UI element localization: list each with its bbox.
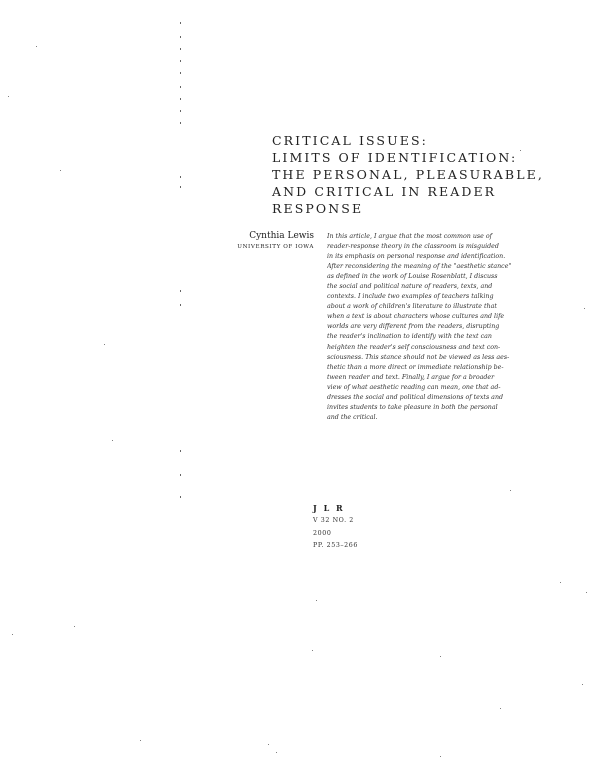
speck <box>180 450 181 452</box>
abstract-line: heighten the reader's self consciousness and text con- <box>327 343 501 351</box>
speck <box>180 186 181 188</box>
abstract-line: as defined in the work of Louise Rosenblatt, I discuss <box>327 273 498 281</box>
speck <box>276 752 277 753</box>
title-line: RESPONSE <box>272 201 364 216</box>
speck <box>180 496 181 498</box>
speck <box>180 48 181 50</box>
speck <box>180 72 181 74</box>
abstract-line: worlds are very different from the readers, disrupting <box>327 323 500 331</box>
abstract-line: dresses the social and political dimensions of texts and <box>327 393 504 401</box>
abstract-line: invites students to take pleasure in both the personal <box>327 403 498 411</box>
speck <box>582 684 583 685</box>
journal-volume: V 32 NO. 2 <box>313 517 354 524</box>
abstract-line: about a work of children's literature to illustrate that <box>327 303 497 311</box>
speck <box>440 656 441 657</box>
abstract-line: and the critical. <box>327 413 378 421</box>
speck <box>180 176 181 178</box>
speck <box>36 46 37 47</box>
abstract-line: In this article, I argue that the most common use of <box>327 233 492 240</box>
speck <box>104 344 105 345</box>
title-line: CRITICAL ISSUES: <box>272 133 428 148</box>
speck <box>12 634 13 635</box>
speck <box>500 708 501 709</box>
abstract-line: reader-response theory in the classroom is misguided <box>327 243 499 251</box>
abstract-line: tween reader and text. Finally, I argue for a broader <box>327 373 495 381</box>
speck <box>8 96 9 97</box>
speck <box>584 308 585 309</box>
article-title <box>272 132 572 217</box>
title-line: AND CRITICAL IN READER <box>272 184 497 199</box>
speck <box>180 290 181 292</box>
abstract <box>327 232 565 423</box>
speck <box>180 98 181 100</box>
speck <box>312 650 313 651</box>
speck <box>74 626 75 627</box>
speck <box>268 744 269 745</box>
abstract-line: thetic than a more direct or immediate relationship be- <box>327 363 504 371</box>
speck <box>180 122 181 124</box>
abstract-line: contexts. I include two examples of teachers talking <box>327 293 494 301</box>
speck <box>140 740 141 741</box>
journal-info <box>313 502 433 553</box>
journal-year: 2000 <box>313 529 332 537</box>
speck <box>180 110 181 112</box>
abstract-line: sciousness. This stance should not be viewed as less aes- <box>327 353 510 361</box>
abstract-line: the social and political nature of readers, texts, and <box>327 283 493 291</box>
speck <box>510 490 511 491</box>
abstract-line: the reader's inclination to identify with the text can <box>327 333 492 341</box>
author-name: Cynthia Lewis <box>249 231 314 241</box>
speck <box>180 304 181 306</box>
title-line: THE PERSONAL, PLEASURABLE, <box>272 167 544 182</box>
speck <box>180 36 181 38</box>
speck <box>316 600 317 601</box>
speck <box>112 440 113 441</box>
speck <box>180 22 181 24</box>
speck <box>586 592 587 593</box>
abstract-line: view of what aesthetic reading can mean, one that ad- <box>327 383 501 391</box>
speck <box>440 756 441 757</box>
speck <box>560 582 561 583</box>
abstract-line: when a text is about characters whose cultures and life <box>327 313 505 321</box>
author-block <box>214 231 314 253</box>
author-affiliation: UNIVERSITY OF IOWA <box>237 244 314 250</box>
speck <box>180 86 181 88</box>
abstract-line: After reconsidering the meaning of the "aesthetic stance" <box>327 263 512 271</box>
title-line: LIMITS OF IDENTIFICATION: <box>272 150 518 165</box>
abstract-line: in its emphasis on personal response and identification. <box>327 253 506 261</box>
journal-name: J L R <box>313 503 345 513</box>
journal-pages: PP. 253–266 <box>313 542 358 549</box>
speck <box>60 170 61 171</box>
speck <box>180 60 181 62</box>
speck <box>180 474 181 476</box>
